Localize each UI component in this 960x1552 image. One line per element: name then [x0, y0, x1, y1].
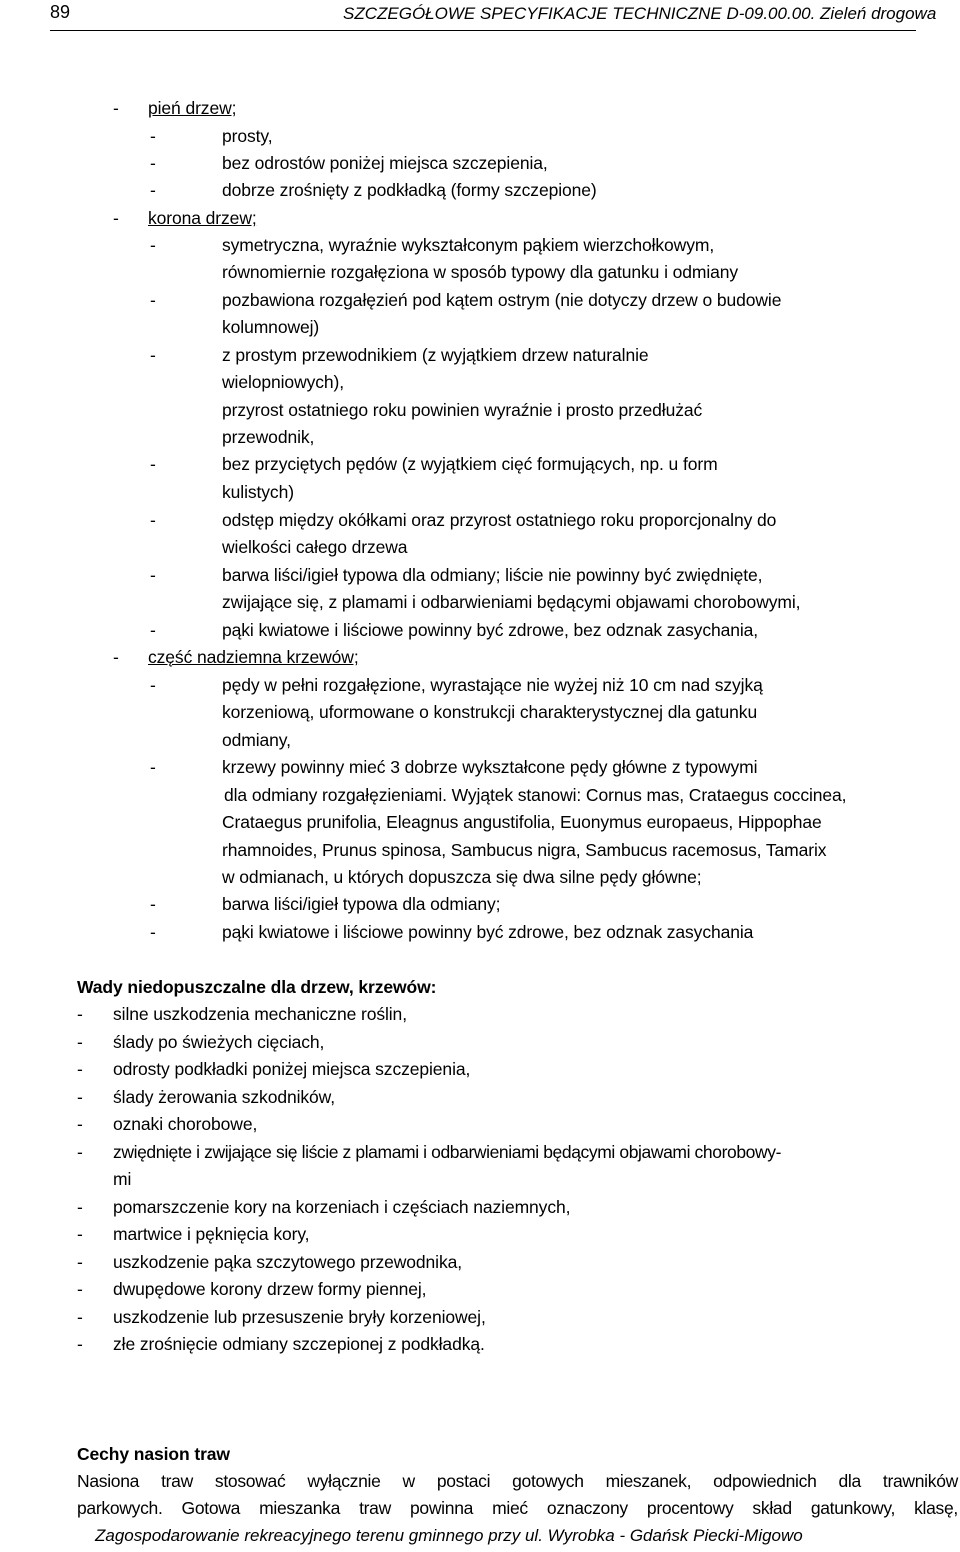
list-item: barwa liści/igieł typowa dla odmiany; liście nie powinny być zwiędnięte,	[222, 565, 763, 585]
bullet-dash: -	[150, 290, 156, 310]
bullet-dash: -	[150, 153, 156, 173]
list-item: symetryczna, wyraźnie wykształconym pąkiem wierzchołkowym,	[222, 235, 715, 255]
list-item-continued: przewodnik,	[222, 427, 315, 447]
list-item-continued: kolumnowej)	[222, 317, 320, 337]
defect-item-continued: mi	[113, 1169, 132, 1189]
bullet-dash: -	[77, 1114, 83, 1134]
defect-item: oznaki chorobowe,	[113, 1114, 258, 1134]
bullet-dash: -	[113, 98, 119, 118]
list-item-continued: odmiany,	[222, 730, 291, 750]
bullet-dash: -	[113, 647, 119, 667]
bullet-dash: -	[77, 1279, 83, 1299]
bullet-dash: -	[150, 345, 156, 365]
header-title: SZCZEGÓŁOWE SPECYFIKACJE TECHNICZNE D-09.00.00. Zieleń drogowa	[343, 4, 937, 23]
list-item-continued: w odmianach, u których dopuszcza się dwa silne pędy główne;	[222, 867, 702, 887]
list-item: bez odrostów poniżej miejsca szczepienia,	[222, 153, 548, 173]
list-item-continued: równomiernie rozgałęziona w sposób typowy dla gatunku i odmiany	[222, 262, 739, 282]
defect-item: ślady po świeżych cięciach,	[113, 1032, 325, 1052]
bullet-dash: -	[77, 1334, 83, 1354]
list-item-continued: wielopniowych),	[222, 372, 345, 392]
defect-item: silne uszkodzenia mechaniczne roślin,	[113, 1004, 407, 1024]
page-number: 89	[50, 2, 71, 22]
bullet-dash: -	[77, 1142, 83, 1162]
list-item: krzewy powinny mieć 3 dobrze wykształcone pędy główne z typowymi	[222, 757, 758, 777]
defect-item: uszkodzenie pąka szczytowego przewodnika,	[113, 1252, 463, 1272]
paragraph-line: Nasiona traw stosować wyłącznie w postaci gotowych mieszanek, odpowiednich dla trawników	[77, 1471, 958, 1491]
list-item: prosty,	[222, 126, 273, 146]
defect-item: pomarszczenie kory na korzeniach i częściach naziemnych,	[113, 1197, 571, 1217]
paragraph-line: parkowych. Gotowa mieszanka traw powinna mieć oznaczony procentowy skład gatunkowy, klasę,	[77, 1498, 958, 1518]
page-header	[50, 0, 937, 31]
list-item-continued: Crataegus prunifolia, Eleagnus angustifolia, Euonymus europaeus, Hippophae	[222, 812, 822, 832]
list-item: pędy w pełni rozgałęzione, wyrastające nie wyżej niż 10 cm nad szyjką	[222, 675, 763, 695]
defect-item: martwice i pęknięcia kory,	[113, 1224, 310, 1244]
list-item-continued: dla odmiany rozgałęzieniami. Wyjątek stanowi: Cornus mas, Crataegus coccinea,	[224, 785, 847, 805]
defect-item: dwupędowe korony drzew formy piennej,	[113, 1279, 427, 1299]
list-item: barwa liści/igieł typowa dla odmiany;	[222, 894, 501, 914]
section-shrub-heading: część nadziemna krzewów;	[148, 647, 359, 667]
bullet-dash: -	[77, 1087, 83, 1107]
list-item: pąki kwiatowe i liściowe powinny być zdrowe, bez odznak zasychania	[222, 922, 754, 942]
bullet-dash: -	[77, 1197, 83, 1217]
bullet-dash: -	[150, 510, 156, 530]
bullet-dash: -	[150, 126, 156, 146]
bullet-dash: -	[150, 180, 156, 200]
bullet-dash: -	[150, 620, 156, 640]
bullet-dash: -	[150, 565, 156, 585]
bullet-dash: -	[150, 675, 156, 695]
list-item: dobrze zrośnięty z podkładką (formy szczepione)	[222, 180, 597, 200]
list-item-continued: korzeniową, uformowane o konstrukcji charakterystycznej dla gatunku	[222, 702, 758, 722]
defect-item: odrosty podkładki poniżej miejsca szczepienia,	[113, 1059, 471, 1079]
defects-heading: Wady niedopuszczalne dla drzew, krzewów:	[77, 977, 437, 997]
grass-seeds-heading: Cechy nasion traw	[77, 1444, 230, 1464]
list-item-continued: zwijające się, z plamami i odbarwieniami będącymi objawami chorobowymi,	[222, 592, 801, 612]
section-crown-heading: korona drzew;	[148, 208, 257, 228]
list-item-continued: wielkości całego drzewa	[222, 537, 408, 557]
bullet-dash: -	[150, 922, 156, 942]
defect-item: ślady żerowania szkodników,	[113, 1087, 335, 1107]
bullet-dash: -	[150, 757, 156, 777]
list-item: pąki kwiatowe i liściowe powinny być zdrowe, bez odznak zasychania,	[222, 620, 759, 640]
bullet-dash: -	[77, 1307, 83, 1327]
bullet-dash: -	[150, 235, 156, 255]
list-item-continued: kulistych)	[222, 482, 294, 502]
defect-item: złe zrośnięcie odmiany szczepionej z podkładką.	[113, 1334, 485, 1354]
bullet-dash: -	[150, 894, 156, 914]
bullet-dash: -	[77, 1252, 83, 1272]
list-item-continued: rhamnoides, Prunus spinosa, Sambucus nigra, Sambucus racemosus, Tamarix	[222, 840, 827, 860]
defect-item: zwiędnięte i zwijające się liście z plamami i odbarwieniami będącymi objawami chorobowy-	[113, 1142, 782, 1162]
bullet-dash: -	[77, 1224, 83, 1244]
bullet-dash: -	[77, 1059, 83, 1079]
list-item: bez przyciętych pędów (z wyjątkiem cięć formujących, np. u form	[222, 454, 718, 474]
page-footer: Zagospodarowanie rekreacyjnego terenu gminnego przy ul. Wyrobka - Gdańsk Piecki-Migowo	[95, 1526, 803, 1545]
bullet-dash: -	[150, 454, 156, 474]
bullet-dash: -	[77, 1032, 83, 1052]
bullet-dash: -	[113, 208, 119, 228]
list-item: odstęp między okółkami oraz przyrost ostatniego roku proporcjonalny do	[222, 510, 777, 530]
section-trunk-heading: pień drzew;	[148, 98, 237, 118]
list-item-continued: przyrost ostatniego roku powinien wyraźnie i prosto przedłużać	[222, 400, 703, 420]
defect-item: uszkodzenie lub przesuszenie bryły korzeniowej,	[113, 1307, 486, 1327]
bullet-dash: -	[77, 1004, 83, 1024]
list-item: z prostym przewodnikiem (z wyjątkiem drzew naturalnie	[222, 345, 649, 365]
list-item: pozbawiona rozgałęzień pod kątem ostrym (nie dotyczy drzew o budowie	[222, 290, 782, 310]
